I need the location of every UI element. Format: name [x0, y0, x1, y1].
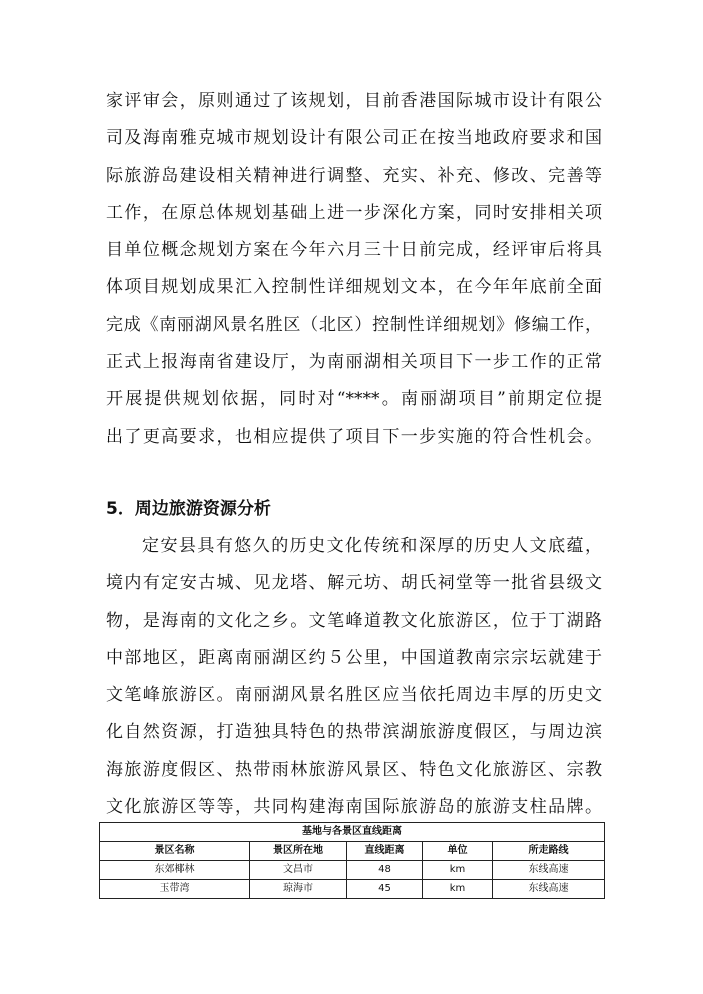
table-caption: 基地与各景区直线距离	[100, 823, 605, 842]
text-line: 完成《南丽湖风景名胜区（北区）控制性详细规划》修编工作，	[106, 314, 602, 335]
table-header-row	[100, 842, 605, 861]
text-line: 出了更高要求，也相应提供了项目下一步实施的符合性机会。	[106, 426, 602, 447]
text-line: 定安县具有悠久的历史文化传统和深厚的历史人文底蕴，	[142, 536, 602, 556]
text-line: 司及海南雅克城市规划设计有限公司正在按当地政府要求和国	[106, 128, 602, 149]
cell-location: 琼海市	[250, 880, 347, 899]
text-line: 家评审会，原则通过了该规划，目前香港国际城市设计有限公	[106, 91, 602, 111]
text-line: 开展提供规划依据，同时对“****。南丽湖项目”前期定位提	[106, 389, 602, 410]
text-line: 文笔峰旅游区。南丽湖风景名胜区应当依托周边丰厚的历史文	[106, 685, 602, 706]
cell-location: 文昌市	[250, 861, 347, 880]
cell-distance: 45	[347, 880, 423, 899]
text-line: 正式上报海南省建设厅，为南丽湖相关项目下一步工作的正常	[106, 352, 602, 373]
distance-table	[99, 822, 605, 899]
cell-unit: km	[423, 861, 493, 880]
paragraph-2	[106, 528, 602, 826]
text-line: 工作，在原总体规划基础上进一步深化方案，同时安排相关项	[106, 202, 602, 223]
text-line: 中部地区，距离南丽湖区约５公里，中国道教南宗宗坛就建于	[106, 647, 602, 668]
table-row	[100, 880, 605, 899]
cell-distance: 48	[347, 861, 423, 880]
paragraph-1	[106, 83, 602, 456]
header-route: 所走路线	[493, 842, 605, 861]
cell-route: 东线高速	[493, 880, 605, 899]
table-row	[100, 861, 605, 880]
text-line: 化自然资源，打造独具特色的热带滨湖旅游度假区，与周边滨	[106, 722, 602, 743]
section-heading: 5．周边旅游资源分析	[106, 499, 271, 519]
header-unit: 单位	[423, 842, 493, 861]
text-line: 海旅游度假区、热带雨林旅游风景区、特色文化旅游区、宗教	[106, 759, 602, 780]
text-line: 物，是海南的文化之乡。文笔峰道教文化旅游区，位于丁湖路	[106, 610, 602, 631]
text-line: 境内有定安古城、见龙塔、解元坊、胡氏祠堂等一批省县级文	[106, 573, 602, 594]
cell-scenic-name: 玉带湾	[100, 880, 250, 899]
text-line: 目单位概念规划方案在今年六月三十日前完成，经评审后将具	[106, 240, 602, 261]
cell-scenic-name: 东郊椰林	[100, 861, 250, 880]
header-scenic-name: 景区名称	[100, 842, 250, 861]
cell-unit: km	[423, 880, 493, 899]
cell-route: 东线高速	[493, 861, 605, 880]
text-line: 际旅游岛建设相关精神进行调整、充实、补充、修改、完善等	[106, 165, 602, 186]
header-location: 景区所在地	[250, 842, 347, 861]
text-line: 文化旅游区等等，共同构建海南国际旅游岛的旅游支柱品牌。	[106, 797, 602, 818]
text-line: 体项目规划成果汇入控制性详细规划文本，在今年年底前全面	[106, 277, 602, 298]
table-caption-row	[100, 823, 605, 842]
header-distance: 直线距离	[347, 842, 423, 861]
